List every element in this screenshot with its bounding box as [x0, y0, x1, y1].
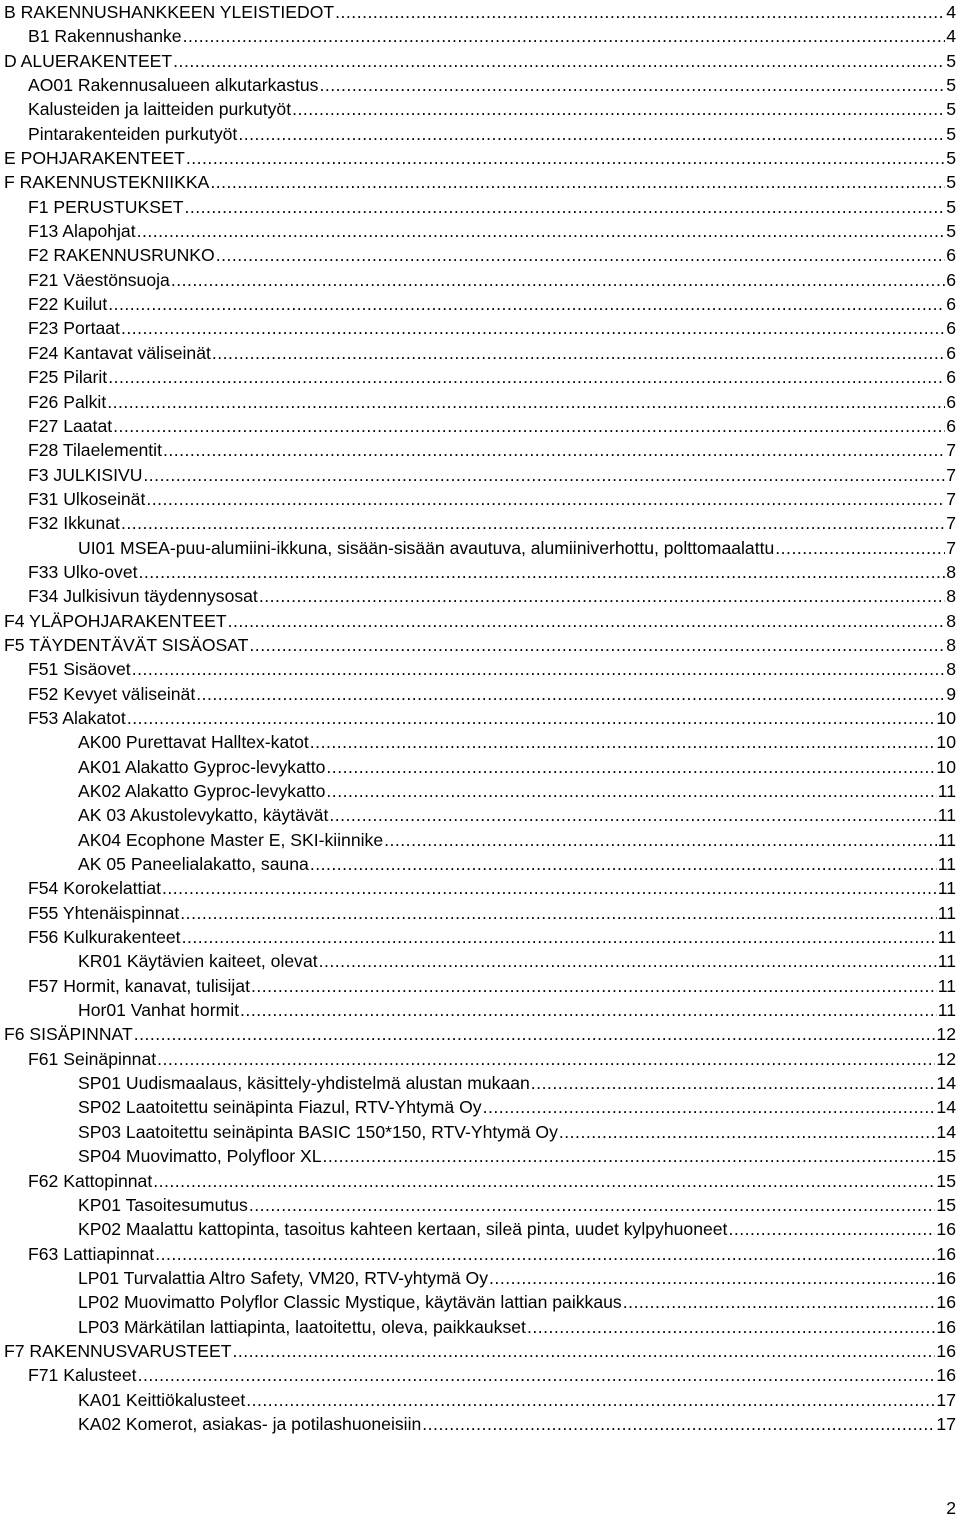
toc-entry-page: 15	[936, 1170, 956, 1191]
toc-entry-title: D ALUERAKENTEET	[4, 50, 173, 71]
toc-dot-leader	[559, 1120, 936, 1144]
toc-entry-title: AK 05 Paneelialakatto, sauna	[78, 854, 309, 875]
toc-entry-title: F23 Portaat	[28, 318, 120, 339]
toc-entry-page: 7	[946, 488, 956, 509]
toc-entry[interactable]	[4, 122, 956, 146]
toc-entry-title: KR01 Käytävien kaiteet, olevat	[78, 951, 318, 972]
toc-entry-title: F71 Kalusteet	[28, 1365, 137, 1386]
toc-entry-title: Hor01 Vanhat hormit	[78, 1000, 240, 1021]
toc-entry[interactable]	[4, 97, 956, 121]
toc-entry-page: 16	[936, 1243, 956, 1264]
toc-entry-title: F25 Pilarit	[28, 367, 108, 388]
toc-entry[interactable]	[4, 1339, 956, 1363]
toc-entry-page: 8	[946, 634, 956, 655]
toc-dot-leader	[310, 852, 937, 876]
toc-entry[interactable]	[4, 243, 956, 267]
toc-dot-leader	[182, 925, 937, 949]
toc-dot-leader	[184, 195, 945, 219]
toc-entry-title: F34 Julkisivun täydennysosat	[28, 586, 258, 607]
toc-entry-page: 6	[946, 342, 956, 363]
toc-dot-leader	[186, 146, 945, 170]
toc-entry-page: 16	[936, 1365, 956, 1386]
toc-entry[interactable]	[4, 755, 956, 779]
toc-entry-title: F52 Kevyet väliseinät	[28, 683, 196, 704]
toc-entry-title: B RAKENNUSHANKKEEN YLEISTIEDOT	[4, 2, 335, 22]
toc-entry-page: 5	[946, 123, 956, 144]
toc-entry-page: 16	[936, 1340, 956, 1361]
toc-entry-page: 15	[936, 1146, 956, 1167]
toc-entry-page: 14	[936, 1097, 956, 1118]
toc-entry-page: 8	[946, 610, 956, 631]
toc-entry-title: F6 SISÄPINNAT	[4, 1024, 133, 1045]
toc-entry-title: F4 YLÄPOHJARAKENTEET	[4, 610, 227, 631]
toc-entry-title: F22 Kuilut	[28, 294, 108, 315]
toc-entry-title: F26 Palkit	[28, 391, 107, 412]
toc-entry-title: F56 Kulkurakenteet	[28, 927, 181, 948]
toc-entry-page: 7	[946, 464, 956, 485]
toc-entry-page: 5	[946, 172, 956, 193]
toc-entry[interactable]	[4, 803, 956, 827]
toc-entry[interactable]	[4, 633, 956, 657]
toc-dot-leader	[146, 487, 945, 511]
toc-entry-page: 14	[936, 1121, 956, 1142]
toc-dot-leader	[228, 609, 946, 633]
toc-entry-page: 8	[946, 561, 956, 582]
toc-dot-leader	[249, 633, 945, 657]
toc-entry-page: 7	[946, 440, 956, 461]
toc-entry-title: F31 Ulkoseinät	[28, 488, 146, 509]
toc-dot-leader	[335, 0, 945, 24]
toc-entry-page: 10	[936, 707, 956, 728]
toc-entry-page: 7	[946, 537, 956, 558]
toc-entry-title: AK 03 Akustolevykatto, käytävät	[78, 805, 329, 826]
toc-entry-title: SP01 Uudismaalaus, käsittely-yhdistelmä alustan mukaan	[78, 1073, 530, 1094]
toc-dot-leader	[132, 657, 946, 681]
toc-entry-title: F28 Tilaelementit	[28, 440, 162, 461]
toc-entry[interactable]	[4, 706, 956, 730]
toc-entry[interactable]	[4, 438, 956, 462]
toc-entry[interactable]	[4, 365, 956, 389]
toc-entry[interactable]	[4, 1217, 956, 1241]
toc-entry[interactable]	[4, 1169, 956, 1193]
toc-dot-leader	[210, 170, 945, 194]
toc-entry-page: 6	[946, 391, 956, 412]
toc-entry[interactable]	[4, 1095, 956, 1119]
toc-entry-title: AO01 Rakennusalueen alkutarkastus	[28, 75, 319, 96]
toc-entry[interactable]	[4, 682, 956, 706]
toc-entry[interactable]	[4, 657, 956, 681]
toc-dot-leader	[249, 1193, 936, 1217]
toc-dot-leader	[108, 292, 945, 316]
toc-entry-page: 5	[946, 148, 956, 169]
toc-entry[interactable]	[4, 974, 956, 998]
toc-entry[interactable]	[4, 463, 956, 487]
toc-entry[interactable]	[4, 828, 956, 852]
toc-entry-title: F21 Väestönsuoja	[28, 269, 170, 290]
toc-entry[interactable]	[4, 390, 956, 414]
toc-dot-leader	[127, 706, 936, 730]
toc-entry[interactable]	[4, 1315, 956, 1339]
toc-entry-title: F54 Korokelattiat	[28, 878, 162, 899]
toc-dot-leader	[113, 414, 945, 438]
toc-dot-leader	[319, 949, 937, 973]
toc-dot-leader	[728, 1217, 935, 1241]
toc-dot-leader	[107, 390, 945, 414]
toc-entry[interactable]	[4, 170, 956, 194]
toc-entry-page: 6	[946, 269, 956, 290]
toc-dot-leader	[251, 974, 937, 998]
toc-entry-page: 11	[937, 805, 956, 826]
toc-entry[interactable]	[4, 925, 956, 949]
toc-entry-page: 14	[936, 1073, 956, 1094]
toc-entry-title: F57 Hormit, kanavat, tulisijat	[28, 975, 250, 996]
toc-entry-title: LP02 Muovimatto Polyflor Classic Mystique, käytävän lattian paikkaus	[78, 1292, 622, 1313]
toc-entry-title: F13 Alapohjat	[28, 221, 136, 242]
toc-dot-leader	[155, 1242, 935, 1266]
toc-entry-page: 11	[937, 829, 956, 850]
toc-entry[interactable]	[4, 511, 956, 535]
toc-entry-page: 6	[946, 367, 956, 388]
toc-dot-leader	[216, 243, 945, 267]
toc-entry-title: KA02 Komerot, asiakas- ja potilashuoneisiin	[78, 1413, 422, 1434]
toc-entry-title: F27 Laatat	[28, 415, 113, 436]
table-of-contents	[4, 0, 956, 1436]
toc-entry-page: 10	[936, 732, 956, 753]
toc-entry-title: F7 RAKENNUSVARUSTEET	[4, 1340, 232, 1361]
toc-entry-title: UI01 MSEA-puu-alumiini-ikkuna, sisään-sisään avautuva, alumiiniverhottu, polttomaalattu	[78, 537, 775, 558]
toc-entry-page: 6	[946, 245, 956, 266]
toc-entry[interactable]	[4, 49, 956, 73]
toc-entry[interactable]	[4, 487, 956, 511]
toc-entry-page: 5	[946, 75, 956, 96]
toc-entry-page: 7	[946, 513, 956, 534]
toc-entry[interactable]	[4, 876, 956, 900]
toc-entry-page: 10	[936, 756, 956, 777]
toc-entry-title: F RAKENNUSTEKNIIKKA	[4, 172, 210, 193]
toc-entry-title: AK02 Alakatto Gyproc-levykatto	[78, 781, 326, 801]
toc-entry-page: 11	[937, 975, 956, 996]
toc-entry-page: 8	[946, 586, 956, 607]
toc-entry[interactable]	[4, 1071, 956, 1095]
toc-entry-page: 15	[936, 1194, 956, 1215]
toc-entry[interactable]	[4, 219, 956, 243]
toc-entry-page: 11	[937, 878, 956, 899]
toc-dot-leader	[139, 560, 946, 584]
toc-entry-title: SP04 Muovimatto, Polyfloor XL	[78, 1146, 322, 1167]
toc-dot-leader	[775, 536, 945, 560]
toc-entry[interactable]	[4, 24, 956, 48]
toc-entry-page: 17	[936, 1389, 956, 1410]
toc-dot-leader	[310, 730, 936, 754]
toc-entry-page: 16	[936, 1267, 956, 1288]
toc-entry-title: F1 PERUSTUKSET	[28, 196, 184, 217]
toc-dot-leader	[171, 268, 945, 292]
toc-dot-leader	[153, 1169, 935, 1193]
toc-entry-title: Pintarakenteiden purkutyöt	[28, 123, 238, 144]
toc-entry[interactable]	[4, 195, 956, 219]
toc-dot-leader	[246, 1388, 935, 1412]
toc-entry-page: 5	[946, 99, 956, 120]
toc-entry-title: KA01 Keittiökalusteet	[78, 1389, 246, 1410]
toc-entry-page: 12	[936, 1024, 956, 1045]
toc-entry-page: 5	[946, 221, 956, 242]
toc-dot-leader	[329, 803, 936, 827]
toc-entry-title: B1 Rakennushanke	[28, 26, 182, 47]
toc-entry-page: 16	[936, 1219, 956, 1240]
toc-dot-leader	[196, 682, 945, 706]
toc-entry-title: AK00 Purettavat Halltex-katot	[78, 732, 309, 753]
toc-dot-leader	[108, 365, 945, 389]
toc-entry[interactable]	[4, 1266, 956, 1290]
toc-entry-page: 16	[936, 1292, 956, 1313]
toc-entry-title: LP01 Turvalattia Altro Safety, VM20, RTV-yhtymä Oy	[78, 1267, 489, 1288]
toc-entry-title: AK04 Ecophone Master E, SKI-kiinnike	[78, 829, 384, 850]
toc-dot-leader	[319, 73, 945, 97]
toc-entry[interactable]	[4, 1388, 956, 1412]
toc-dot-leader	[212, 341, 945, 365]
toc-entry[interactable]	[4, 0, 956, 24]
toc-entry[interactable]	[4, 560, 956, 584]
toc-dot-leader	[180, 901, 936, 925]
toc-entry-page: 6	[946, 294, 956, 315]
toc-dot-leader	[134, 1022, 936, 1046]
toc-entry-title: F62 Kattopinnat	[28, 1170, 153, 1191]
toc-dot-leader	[138, 1363, 936, 1387]
toc-entry-page: 12	[936, 1048, 956, 1069]
toc-entry-page: 11	[937, 781, 956, 801]
toc-entry-page: 5	[946, 50, 956, 71]
toc-dot-leader	[259, 584, 945, 608]
toc-dot-leader	[323, 1144, 936, 1168]
toc-entry-title: F24 Kantavat väliseinät	[28, 342, 211, 363]
toc-entry-title: F5 TÄYDENTÄVÄT SISÄOSAT	[4, 634, 249, 655]
toc-entry[interactable]	[4, 1120, 956, 1144]
toc-entry-title: F33 Ulko-ovet	[28, 561, 138, 582]
toc-entry-page: 4	[946, 2, 956, 22]
toc-dot-leader	[173, 49, 945, 73]
toc-dot-leader	[422, 1412, 935, 1436]
toc-entry-title: LP03 Märkätilan lattiapinta, laatoitettu, oleva, paikkaukset	[78, 1316, 526, 1337]
toc-entry-page: 9	[946, 683, 956, 704]
toc-dot-leader	[240, 998, 937, 1022]
toc-entry-page: 16	[936, 1316, 956, 1337]
toc-entry[interactable]	[4, 998, 956, 1022]
toc-entry[interactable]	[4, 536, 956, 560]
toc-entry[interactable]	[4, 949, 956, 973]
toc-entry-title: AK01 Alakatto Gyproc-levykatto	[78, 756, 326, 777]
toc-entry[interactable]	[4, 1047, 956, 1071]
toc-entry-page: 8	[946, 659, 956, 680]
toc-dot-leader	[162, 876, 937, 900]
toc-entry-page: 6	[946, 415, 956, 436]
toc-entry[interactable]	[4, 146, 956, 170]
page-number: 2	[946, 1498, 956, 1518]
toc-dot-leader	[326, 755, 935, 779]
toc-entry-page: 4	[946, 26, 956, 47]
toc-entry[interactable]	[4, 1022, 956, 1046]
toc-entry[interactable]	[4, 1144, 956, 1168]
toc-dot-leader	[137, 219, 946, 243]
toc-entry[interactable]	[4, 1412, 956, 1436]
toc-entry[interactable]	[4, 901, 956, 925]
toc-entry[interactable]	[4, 779, 956, 803]
toc-dot-leader	[163, 438, 945, 462]
toc-entry-title: SP03 Laatoitettu seinäpinta BASIC 150*150, RTV-Yhtymä Oy	[78, 1121, 558, 1142]
toc-entry-title: KP02 Maalattu kattopinta, tasoitus kahteen kertaan, sileä pinta, uudet kylpyhuoneet	[78, 1219, 728, 1240]
toc-entry-page: 11	[937, 902, 956, 923]
toc-entry[interactable]	[4, 1290, 956, 1314]
toc-dot-leader	[489, 1266, 935, 1290]
toc-entry-page: 11	[937, 951, 956, 972]
toc-dot-leader	[483, 1095, 936, 1119]
toc-entry[interactable]	[4, 292, 956, 316]
toc-entry-page: 6	[946, 318, 956, 339]
toc-entry[interactable]	[4, 609, 956, 633]
toc-entry[interactable]	[4, 1193, 956, 1217]
toc-entry-page: 17	[936, 1413, 956, 1434]
toc-entry[interactable]	[4, 316, 956, 340]
toc-entry[interactable]	[4, 414, 956, 438]
toc-entry[interactable]	[4, 1242, 956, 1266]
toc-entry-title: KP01 Tasoitesumutus	[78, 1194, 248, 1215]
toc-dot-leader	[623, 1290, 936, 1314]
toc-entry-title: E POHJARAKENTEET	[4, 148, 185, 169]
toc-entry[interactable]	[4, 73, 956, 97]
toc-dot-leader	[121, 511, 945, 535]
toc-entry-page: 11	[937, 1000, 956, 1021]
toc-entry-title: F53 Alakatot	[28, 707, 126, 728]
toc-dot-leader	[232, 1339, 935, 1363]
toc-dot-leader	[183, 24, 946, 48]
toc-entry-page: 5	[946, 196, 956, 217]
toc-entry-title: Kalusteiden ja laitteiden purkutyöt	[28, 99, 292, 120]
toc-entry-title: F51 Sisäovet	[28, 659, 131, 680]
toc-dot-leader	[384, 828, 937, 852]
toc-entry-page: 11	[937, 854, 956, 875]
toc-entry-page: 11	[937, 927, 956, 948]
toc-dot-leader	[143, 463, 945, 487]
toc-entry[interactable]	[4, 852, 956, 876]
toc-entry[interactable]	[4, 341, 956, 365]
toc-dot-leader	[531, 1071, 936, 1095]
toc-entry[interactable]	[4, 584, 956, 608]
toc-entry-title: F55 Yhtenäispinnat	[28, 902, 180, 923]
toc-entry[interactable]	[4, 730, 956, 754]
toc-entry[interactable]	[4, 268, 956, 292]
toc-dot-leader	[121, 316, 945, 340]
toc-entry-title: F3 JULKISIVU	[28, 464, 143, 485]
toc-entry-title: F2 RAKENNUSRUNKO	[28, 245, 215, 266]
toc-dot-leader	[326, 779, 936, 803]
toc-entry-title: F32 Ikkunat	[28, 513, 120, 534]
toc-dot-leader	[527, 1315, 935, 1339]
toc-entry-title: SP02 Laatoitettu seinäpinta Fiazul, RTV-Yhtymä Oy	[78, 1097, 482, 1118]
toc-dot-leader	[238, 122, 945, 146]
toc-entry-title: F63 Lattiapinnat	[28, 1243, 155, 1264]
toc-dot-leader	[157, 1047, 935, 1071]
toc-entry-title: F61 Seinäpinnat	[28, 1048, 157, 1069]
toc-dot-leader	[292, 97, 945, 121]
toc-entry[interactable]	[4, 1363, 956, 1387]
